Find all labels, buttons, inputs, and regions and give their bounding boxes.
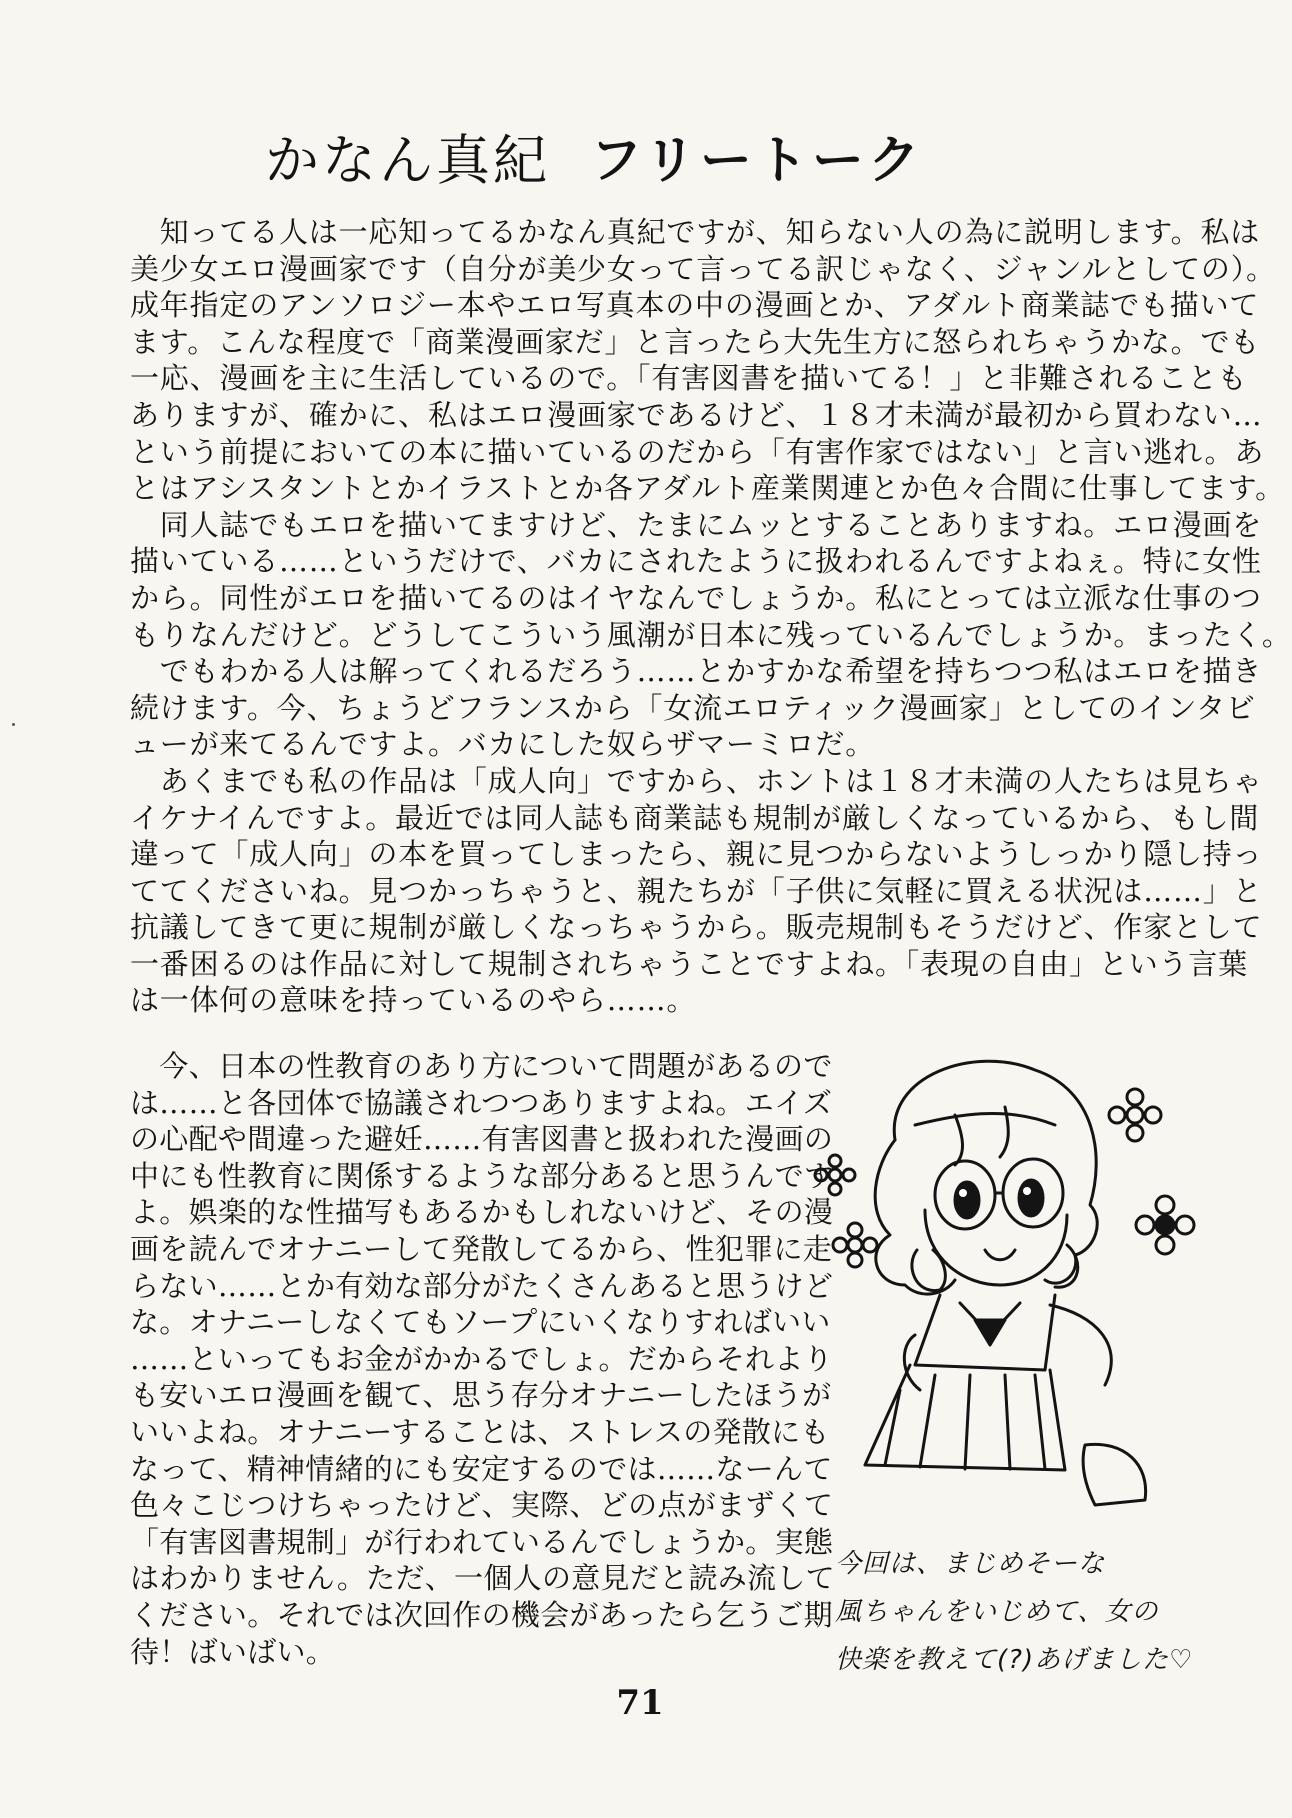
text-line: ューが来てるんですよ。バカにした奴らザマーミロだ。: [130, 727, 876, 762]
text-line: という前提においての本に描いているのだから「有害作家ではない」と言い逃れ。あ: [130, 434, 1265, 469]
text-line: 成年指定のアンソロジー本やエロ写真本の中の漫画とか、アダルト商業誌でも描いて: [130, 288, 1260, 323]
hair-outline: [894, 1061, 1097, 1283]
page-number: 71: [616, 1683, 664, 1723]
author-name-title: かなん真紀: [265, 129, 550, 192]
text-line: もりなんだけど。どうしてこういう風潮が日本に残っているんでしょうか。まったく。: [130, 617, 1292, 652]
text-line: 色々こじつけちゃったけど、実際、どの点がまずくて: [130, 1488, 834, 1523]
text-line: 美少女エロ漫画家です（自分が美少女って言ってる訳じゃなく、ジャンルとしての）。: [130, 251, 1276, 286]
text-line: 一応、漫画を主に生活しているので。「有害図書を描いてる！」と非難されることも: [130, 361, 1248, 396]
free-talk-title: フリートーク: [590, 131, 924, 191]
illustration-caption: [835, 1540, 1235, 1684]
text-line: でもわかる人は解ってくれるだろう……とかすかな希望を持ちつつ私はエロを描き: [130, 654, 1263, 689]
text-line: とはアシスタントとかイラストとか各アダルト産業関連とか色々合間に仕事してます。: [130, 471, 1285, 506]
text-line: ありますが、確かに、私はエロ漫画家であるけど、１８才未満が最初から買わない…: [130, 397, 1263, 432]
text-line: よ。娯楽的な性描写もあるかもしれないけど、その漫: [130, 1195, 834, 1230]
text-line: 「有害図書規制」が行われているんでしょうか。実態: [130, 1524, 834, 1559]
scan-speck: [12, 723, 15, 726]
text-line: な。オナニーしなくてもソープにいくなりすればいい: [130, 1305, 831, 1340]
text-line: ……といってもお金がかかるでしょ。だからそれより: [130, 1341, 833, 1376]
text-line: から。同性がエロを描いてるのはイヤなんでしょうか。私にとっては立派な仕事のつ: [130, 580, 1262, 615]
article-header: [0, 118, 1280, 198]
text-line: 知ってる人は一応知ってるかなん真紀ですが、知らない人の為に説明します。私は: [130, 215, 1261, 249]
text-line: 違って「成人向」の本を買ってしまったら、親に見つからないようしっかり隠し持っ: [130, 837, 1263, 872]
text-line: は……と各団体で協議されつつありますよね。エイズ: [130, 1085, 833, 1120]
text-line: も安いエロ漫画を観て、思う存分オナニーしたほうが: [130, 1378, 832, 1413]
chibi-girl-illustration: [805, 1045, 1205, 1515]
caption-line: 今回は、まじめそーな: [835, 1549, 1106, 1579]
text-line: 待！ばいばい。: [130, 1634, 336, 1669]
text-line: あくまでも私の作品は「成人向」ですから、ホントは１８才未満の人たちは見ちゃ: [130, 763, 1263, 798]
caption-line: 風ちゃんをいじめて、女の: [835, 1597, 1159, 1627]
text-line: の心配や間違った避妊……有害図書と扱われた漫画の: [130, 1122, 834, 1157]
text-line: 今、日本の性教育のあり方について問題があるので: [130, 1049, 833, 1083]
text-line: ます。こんな程度で「商業漫画家だ」と言ったら大先生方に怒られちゃうかな。でも: [130, 324, 1261, 359]
text-line: 抗議してきて更に規制が厳しくなっちゃうから。販売規制もそうだけど、作家として: [130, 910, 1263, 945]
text-line: は一体何の意味を持っているのやら……。: [130, 983, 697, 1018]
text-line: いいよね。オナニーすることは、ストレスの発散にも: [130, 1414, 830, 1449]
text-line: 描いている……というだけで、バカにされたように扱われるんですよねぇ。特に女性: [130, 544, 1262, 579]
text-line: 画を読んでオナニーして発散してるから、性犯罪に走: [130, 1231, 833, 1266]
text-line: 中にも性教育に関係するような部分あると思うんです: [130, 1158, 834, 1193]
text-line: なって、精神情緒的にも安定するのでは……なーんて: [130, 1451, 833, 1486]
article-body: [130, 214, 1292, 1019]
article-body-narrow-column: [130, 1048, 835, 1670]
text-line: 続けます。今、ちょうどフランスから「女流エロティック漫画家」としてのインタビ: [130, 690, 1256, 725]
caption-line: 快楽を教えて(?)あげました♡: [835, 1645, 1194, 1675]
text-line: ててくださいね。見つかっちゃうと、親たちが「子供に気軽に買える状況は……」と: [130, 873, 1263, 908]
text-line: 同人誌でもエロを描いてますけど、たまにムッとすることありますね。エロ漫画を: [130, 507, 1263, 542]
text-line: 一番困るのは作品に対して規制されちゃうことですよね。「表現の自由」という言葉: [130, 946, 1248, 981]
text-line: イケナイんですよ。最近では同人誌も商業誌も規制が厳しくなっているから、もし間: [130, 800, 1260, 835]
text-line: ください。それでは次回作の機会があったら乞うご期: [130, 1597, 833, 1632]
text-line: らない……とか有効な部分がたくさんあると思うけど: [130, 1268, 834, 1303]
text-line: はわかりません。ただ、一個人の意見だと読み流して: [130, 1561, 835, 1596]
